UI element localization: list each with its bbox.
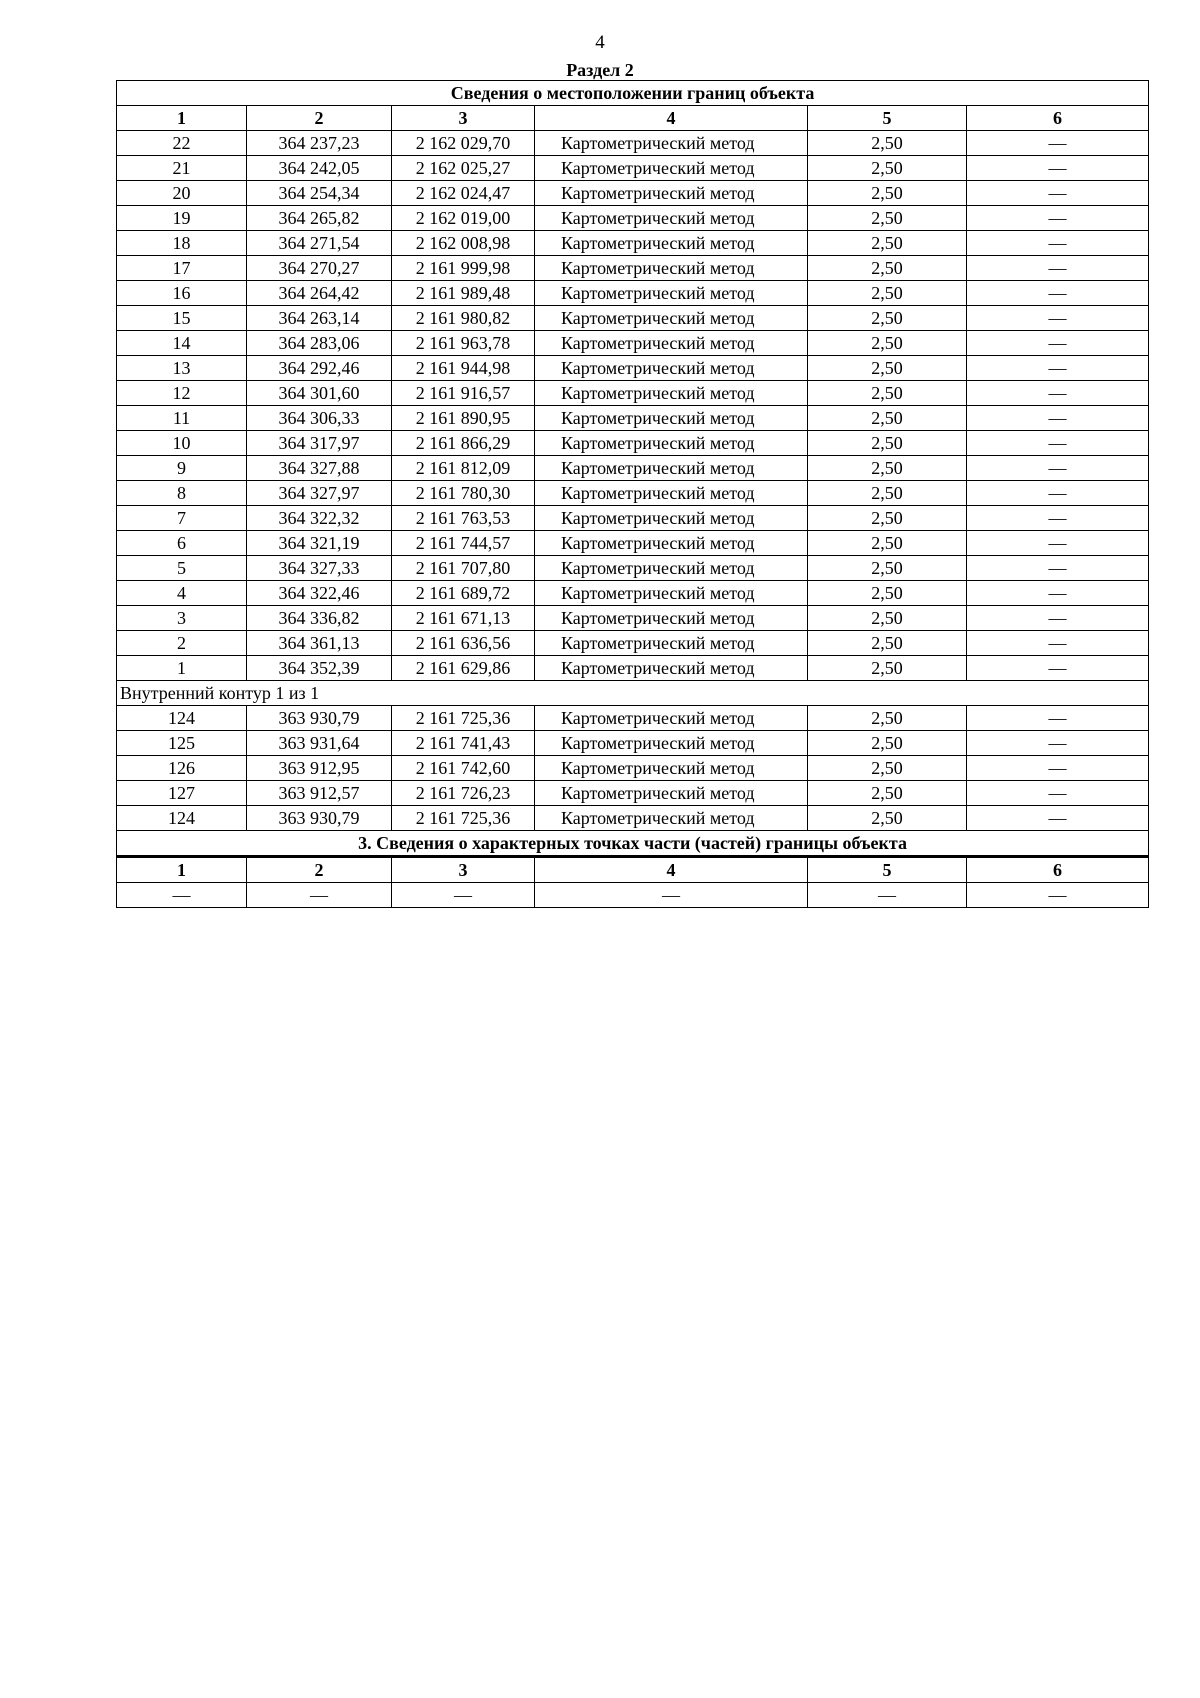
method-cell: Картометрический метод	[535, 131, 808, 156]
x-coordinate-cell: 364 254,34	[247, 181, 392, 206]
method-cell: Картометрический метод	[535, 656, 808, 681]
y-coordinate-cell: 2 161 725,36	[392, 706, 535, 731]
table-row	[117, 406, 1149, 431]
table-title: Сведения о местоположении границ объекта	[117, 81, 1149, 106]
x-coordinate-cell: 363 930,79	[247, 706, 392, 731]
table-row	[117, 156, 1149, 181]
method-cell: Картометрический метод	[535, 506, 808, 531]
x-coordinate-cell: 364 327,88	[247, 456, 392, 481]
x-coordinate-cell: 363 930,79	[247, 806, 392, 831]
precision-cell: 5	[808, 106, 967, 131]
method-cell: 4	[535, 857, 808, 883]
method-cell: Картометрический метод	[535, 206, 808, 231]
description-cell: —	[967, 381, 1149, 406]
y-coordinate-cell: 2 161 780,30	[392, 481, 535, 506]
x-coordinate-cell: —	[247, 883, 392, 908]
page-number: 4	[595, 32, 605, 53]
table-row	[117, 706, 1149, 731]
method-cell: 4	[535, 106, 808, 131]
point-number-cell: 11	[117, 406, 247, 431]
precision-cell: 2,50	[808, 606, 967, 631]
description-cell: —	[967, 531, 1149, 556]
x-coordinate-cell: 2	[247, 857, 392, 883]
x-coordinate-cell: 364 271,54	[247, 231, 392, 256]
y-coordinate-cell: 2 161 763,53	[392, 506, 535, 531]
precision-cell: 2,50	[808, 231, 967, 256]
method-cell: Картометрический метод	[535, 231, 808, 256]
table-row	[117, 181, 1149, 206]
method-cell: Картометрический метод	[535, 781, 808, 806]
y-coordinate-cell: 3	[392, 106, 535, 131]
x-coordinate-cell: 364 317,97	[247, 431, 392, 456]
x-coordinate-cell: 364 306,33	[247, 406, 392, 431]
y-coordinate-cell: 2 161 742,60	[392, 756, 535, 781]
description-cell: —	[967, 281, 1149, 306]
y-coordinate-cell: —	[392, 883, 535, 908]
method-cell: Картометрический метод	[535, 356, 808, 381]
method-cell: Картометрический метод	[535, 481, 808, 506]
point-number-cell: 1	[117, 656, 247, 681]
x-coordinate-cell: 363 931,64	[247, 731, 392, 756]
description-cell: —	[967, 356, 1149, 381]
table-row	[117, 506, 1149, 531]
precision-cell: 2,50	[808, 331, 967, 356]
y-coordinate-cell: 2 161 744,57	[392, 531, 535, 556]
table-row	[117, 631, 1149, 656]
method-cell: Картометрический метод	[535, 406, 808, 431]
table-row	[117, 806, 1149, 831]
description-cell: —	[967, 581, 1149, 606]
x-coordinate-cell: 364 265,82	[247, 206, 392, 231]
y-coordinate-cell: 2 161 707,80	[392, 556, 535, 581]
description-cell: —	[967, 656, 1149, 681]
y-coordinate-cell: 2 161 866,29	[392, 431, 535, 456]
point-number-cell: 13	[117, 356, 247, 381]
boundary-table	[116, 80, 1149, 908]
method-cell: Картометрический метод	[535, 181, 808, 206]
point-number-cell: 124	[117, 806, 247, 831]
description-cell: —	[967, 331, 1149, 356]
description-cell: —	[967, 631, 1149, 656]
x-coordinate-cell: 363 912,57	[247, 781, 392, 806]
point-number-cell: 18	[117, 231, 247, 256]
x-coordinate-cell: 364 321,19	[247, 531, 392, 556]
y-coordinate-cell: 2 161 741,43	[392, 731, 535, 756]
method-cell: Картометрический метод	[535, 731, 808, 756]
y-coordinate-cell: 2 161 636,56	[392, 631, 535, 656]
table-row	[117, 756, 1149, 781]
point-number-cell: 9	[117, 456, 247, 481]
precision-cell: 2,50	[808, 556, 967, 581]
method-cell: Картометрический метод	[535, 706, 808, 731]
precision-cell: 2,50	[808, 806, 967, 831]
x-coordinate-cell: 2	[247, 106, 392, 131]
subsection-title: 3. Сведения о характерных точках части (частей) границы объекта	[117, 831, 1149, 857]
point-number-cell: 17	[117, 256, 247, 281]
description-cell: —	[967, 181, 1149, 206]
precision-cell: 2,50	[808, 581, 967, 606]
x-coordinate-cell: 364 270,27	[247, 256, 392, 281]
method-cell: Картометрический метод	[535, 631, 808, 656]
y-coordinate-cell: 3	[392, 857, 535, 883]
description-cell: —	[967, 131, 1149, 156]
point-number-cell: 16	[117, 281, 247, 306]
description-cell: —	[967, 806, 1149, 831]
table-row	[117, 331, 1149, 356]
method-cell: Картометрический метод	[535, 256, 808, 281]
y-coordinate-cell: 2 161 725,36	[392, 806, 535, 831]
precision-cell: 2,50	[808, 706, 967, 731]
y-coordinate-cell: 2 162 019,00	[392, 206, 535, 231]
precision-cell: 2,50	[808, 531, 967, 556]
description-cell: —	[967, 406, 1149, 431]
description-cell: —	[967, 231, 1149, 256]
point-number-cell: 124	[117, 706, 247, 731]
table-row	[117, 531, 1149, 556]
table-row	[117, 556, 1149, 581]
subsection-title-row	[117, 831, 1149, 857]
y-coordinate-cell: 2 161 812,09	[392, 456, 535, 481]
description-cell: —	[967, 431, 1149, 456]
point-number-cell: 8	[117, 481, 247, 506]
point-number-cell: 6	[117, 531, 247, 556]
table-row	[117, 356, 1149, 381]
method-cell: Картометрический метод	[535, 556, 808, 581]
table-row	[117, 306, 1149, 331]
x-coordinate-cell: 364 237,23	[247, 131, 392, 156]
y-coordinate-cell: 2 161 890,95	[392, 406, 535, 431]
x-coordinate-cell: 364 264,42	[247, 281, 392, 306]
x-coordinate-cell: 364 352,39	[247, 656, 392, 681]
inner-contour-label: Внутренний контур 1 из 1	[117, 681, 1149, 706]
y-coordinate-cell: 2 162 008,98	[392, 231, 535, 256]
empty-row	[117, 883, 1149, 908]
x-coordinate-cell: 363 912,95	[247, 756, 392, 781]
precision-cell: 2,50	[808, 656, 967, 681]
precision-cell: —	[808, 883, 967, 908]
description-cell: 6	[967, 106, 1149, 131]
x-coordinate-cell: 364 322,32	[247, 506, 392, 531]
description-cell: —	[967, 156, 1149, 181]
table-row	[117, 731, 1149, 756]
table-row	[117, 131, 1149, 156]
method-cell: Картометрический метод	[535, 431, 808, 456]
precision-cell: 2,50	[808, 181, 967, 206]
x-coordinate-cell: 364 322,46	[247, 581, 392, 606]
description-cell: —	[967, 706, 1149, 731]
description-cell: —	[967, 731, 1149, 756]
x-coordinate-cell: 364 263,14	[247, 306, 392, 331]
description-cell: —	[967, 606, 1149, 631]
precision-cell: 2,50	[808, 781, 967, 806]
method-cell: Картометрический метод	[535, 581, 808, 606]
precision-cell: 2,50	[808, 206, 967, 231]
x-coordinate-cell: 364 283,06	[247, 331, 392, 356]
x-coordinate-cell: 364 292,46	[247, 356, 392, 381]
precision-cell: 2,50	[808, 456, 967, 481]
point-number-cell: 4	[117, 581, 247, 606]
table-row	[117, 256, 1149, 281]
method-cell: Картометрический метод	[535, 331, 808, 356]
point-number-cell: —	[117, 883, 247, 908]
description-cell: —	[967, 756, 1149, 781]
table-row	[117, 431, 1149, 456]
point-number-cell: 2	[117, 631, 247, 656]
method-cell: Картометрический метод	[535, 606, 808, 631]
method-cell: Картометрический метод	[535, 806, 808, 831]
y-coordinate-cell: 2 162 025,27	[392, 156, 535, 181]
y-coordinate-cell: 2 161 671,13	[392, 606, 535, 631]
precision-cell: 5	[808, 857, 967, 883]
description-cell: —	[967, 456, 1149, 481]
description-cell: —	[967, 206, 1149, 231]
method-cell: Картометрический метод	[535, 756, 808, 781]
point-number-cell: 1	[117, 106, 247, 131]
x-coordinate-cell: 364 327,97	[247, 481, 392, 506]
point-number-cell: 12	[117, 381, 247, 406]
y-coordinate-cell: 2 162 024,47	[392, 181, 535, 206]
table-row	[117, 781, 1149, 806]
point-number-cell: 3	[117, 606, 247, 631]
precision-cell: 2,50	[808, 356, 967, 381]
point-number-cell: 15	[117, 306, 247, 331]
method-cell: Картометрический метод	[535, 531, 808, 556]
precision-cell: 2,50	[808, 281, 967, 306]
table-row	[117, 581, 1149, 606]
precision-cell: 2,50	[808, 631, 967, 656]
table-row	[117, 456, 1149, 481]
point-number-cell: 21	[117, 156, 247, 181]
x-coordinate-cell: 364 242,05	[247, 156, 392, 181]
precision-cell: 2,50	[808, 256, 967, 281]
y-coordinate-cell: 2 161 629,86	[392, 656, 535, 681]
table-row	[117, 281, 1149, 306]
point-number-cell: 19	[117, 206, 247, 231]
precision-cell: 2,50	[808, 731, 967, 756]
y-coordinate-cell: 2 161 989,48	[392, 281, 535, 306]
point-number-cell: 126	[117, 756, 247, 781]
y-coordinate-cell: 2 161 726,23	[392, 781, 535, 806]
precision-cell: 2,50	[808, 381, 967, 406]
inner-contour-label-row	[117, 681, 1149, 706]
table-row	[117, 381, 1149, 406]
method-cell: Картометрический метод	[535, 281, 808, 306]
point-number-cell: 125	[117, 731, 247, 756]
column-header-row	[117, 857, 1149, 883]
method-cell: Картометрический метод	[535, 456, 808, 481]
section-title: Раздел 2	[566, 60, 634, 80]
point-number-cell: 5	[117, 556, 247, 581]
table-row	[117, 206, 1149, 231]
description-cell: —	[967, 556, 1149, 581]
point-number-cell: 1	[117, 857, 247, 883]
point-number-cell: 14	[117, 331, 247, 356]
description-cell: 6	[967, 857, 1149, 883]
precision-cell: 2,50	[808, 506, 967, 531]
description-cell: —	[967, 256, 1149, 281]
table-row	[117, 481, 1149, 506]
precision-cell: 2,50	[808, 481, 967, 506]
column-header-row	[117, 106, 1149, 131]
point-number-cell: 22	[117, 131, 247, 156]
method-cell: Картометрический метод	[535, 156, 808, 181]
y-coordinate-cell: 2 161 916,57	[392, 381, 535, 406]
table-title-row	[117, 81, 1149, 106]
description-cell: —	[967, 506, 1149, 531]
description-cell: —	[967, 481, 1149, 506]
table-row	[117, 656, 1149, 681]
y-coordinate-cell: 2 161 980,82	[392, 306, 535, 331]
precision-cell: 2,50	[808, 406, 967, 431]
y-coordinate-cell: 2 161 944,98	[392, 356, 535, 381]
x-coordinate-cell: 364 361,13	[247, 631, 392, 656]
precision-cell: 2,50	[808, 156, 967, 181]
table-row	[117, 606, 1149, 631]
x-coordinate-cell: 364 336,82	[247, 606, 392, 631]
precision-cell: 2,50	[808, 131, 967, 156]
precision-cell: 2,50	[808, 306, 967, 331]
y-coordinate-cell: 2 162 029,70	[392, 131, 535, 156]
x-coordinate-cell: 364 301,60	[247, 381, 392, 406]
y-coordinate-cell: 2 161 689,72	[392, 581, 535, 606]
table-row	[117, 231, 1149, 256]
precision-cell: 2,50	[808, 756, 967, 781]
x-coordinate-cell: 364 327,33	[247, 556, 392, 581]
point-number-cell: 127	[117, 781, 247, 806]
method-cell: —	[535, 883, 808, 908]
description-cell: —	[967, 306, 1149, 331]
precision-cell: 2,50	[808, 431, 967, 456]
method-cell: Картометрический метод	[535, 306, 808, 331]
point-number-cell: 7	[117, 506, 247, 531]
description-cell: —	[967, 781, 1149, 806]
description-cell: —	[967, 883, 1149, 908]
y-coordinate-cell: 2 161 999,98	[392, 256, 535, 281]
y-coordinate-cell: 2 161 963,78	[392, 331, 535, 356]
method-cell: Картометрический метод	[535, 381, 808, 406]
point-number-cell: 10	[117, 431, 247, 456]
point-number-cell: 20	[117, 181, 247, 206]
